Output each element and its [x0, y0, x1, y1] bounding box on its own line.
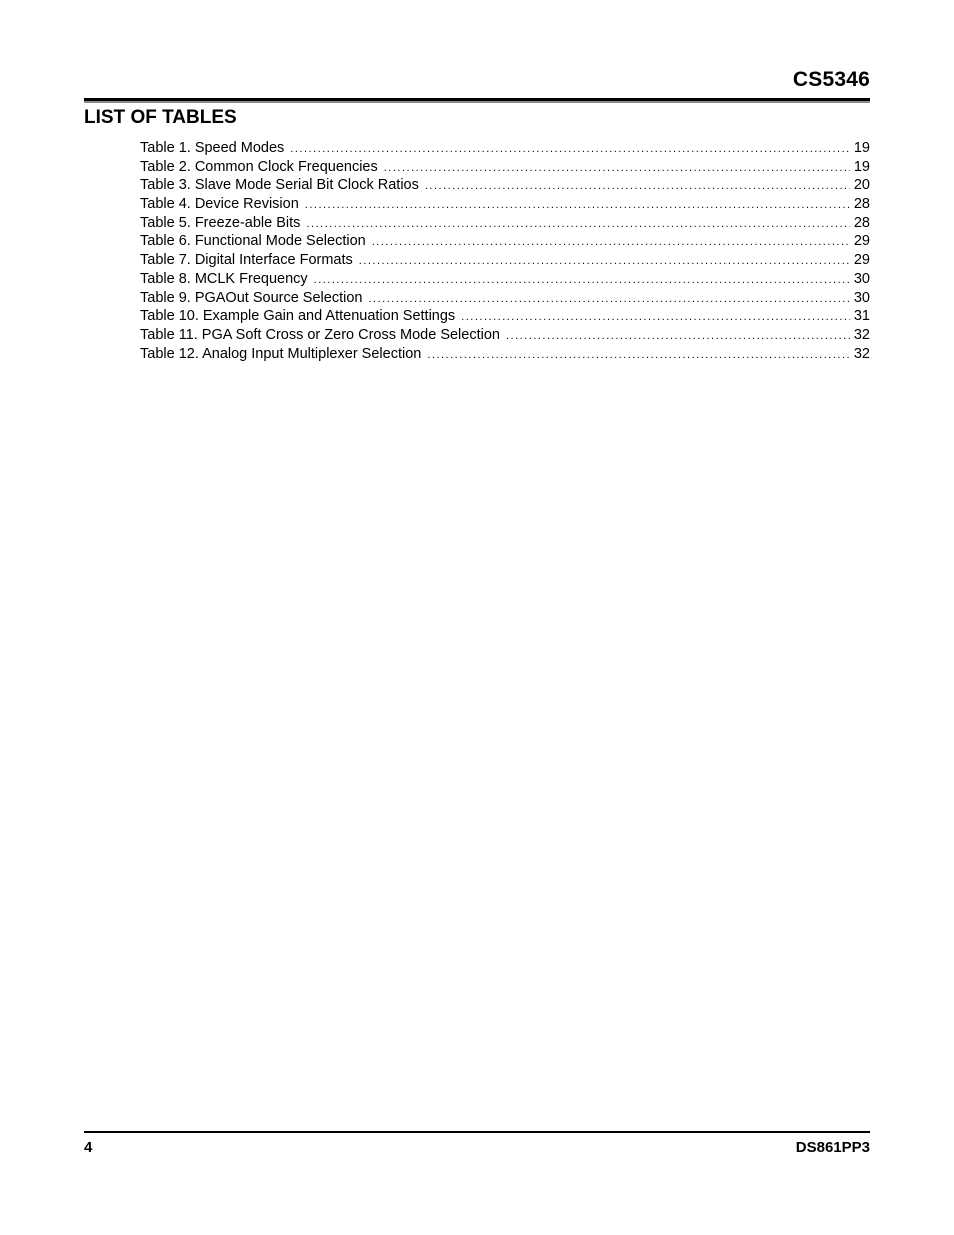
dot-leader — [425, 177, 850, 195]
toc-entry-table-10[interactable] — [140, 307, 870, 326]
footer-rule — [84, 1131, 870, 1133]
toc-entry-page: 19 — [853, 158, 870, 175]
dot-leader — [461, 308, 850, 326]
list-of-tables — [140, 139, 870, 363]
toc-entry-page: 30 — [853, 289, 870, 306]
dot-leader — [384, 159, 850, 177]
toc-entry-label: Table 3. Slave Mode Serial Bit Clock Ratios — [140, 177, 419, 194]
toc-entry-table-7[interactable] — [140, 251, 870, 270]
toc-entry-page: 28 — [853, 196, 870, 213]
toc-entry-table-1[interactable] — [140, 139, 870, 158]
dot-leader — [290, 140, 850, 158]
toc-entry-label: Table 10. Example Gain and Attenuation Settings — [140, 308, 456, 325]
toc-entry-table-4[interactable] — [140, 195, 870, 214]
dot-leader — [359, 252, 850, 270]
toc-entry-label: Table 5. Freeze-able Bits — [140, 214, 301, 231]
toc-entry-label: Table 12. Analog Input Multiplexer Selection — [140, 345, 422, 362]
toc-entry-page: 19 — [853, 140, 870, 156]
toc-entry-label: Table 11. PGA Soft Cross or Zero Cross Mode Selection — [140, 326, 500, 343]
toc-entry-table-5[interactable] — [140, 214, 870, 233]
dot-leader — [506, 327, 850, 345]
dot-leader — [306, 215, 849, 233]
dot-leader — [314, 271, 850, 289]
toc-entry-page: 32 — [853, 326, 870, 343]
header-rule — [84, 98, 870, 103]
dot-leader — [427, 346, 850, 364]
toc-entry-table-9[interactable] — [140, 289, 870, 308]
toc-entry-page: 28 — [853, 214, 870, 231]
toc-entry-page: 20 — [853, 177, 870, 194]
footer-doc-id: DS861PP3 — [795, 1139, 870, 1156]
toc-entry-label: Table 9. PGAOut Source Selection — [140, 289, 363, 306]
toc-entry-table-8[interactable] — [140, 270, 870, 289]
toc-entry-table-11[interactable] — [140, 326, 870, 345]
toc-entry-label: Table 2. Common Clock Frequencies — [140, 158, 378, 175]
toc-entry-page: 29 — [853, 252, 870, 269]
section-title: LIST OF TABLES — [84, 107, 237, 128]
dot-leader — [372, 233, 850, 251]
toc-entry-label: Table 8. MCLK Frequency — [140, 270, 308, 287]
toc-entry-label: Table 4. Device Revision — [140, 196, 299, 213]
toc-entry-label: Table 7. Digital Interface Formats — [140, 252, 353, 269]
toc-entry-table-2[interactable] — [140, 158, 870, 177]
toc-entry-page: 30 — [853, 270, 870, 287]
dot-leader — [368, 290, 849, 308]
toc-entry-page: 31 — [853, 308, 870, 325]
toc-entry-page: 29 — [853, 233, 870, 250]
page-header-title: CS5346 — [792, 68, 870, 91]
toc-entry-label: Table 1. Speed Modes — [140, 140, 285, 156]
toc-entry-table-12[interactable] — [140, 345, 870, 364]
toc-entry-table-3[interactable] — [140, 176, 870, 195]
dot-leader — [305, 196, 850, 214]
footer-page-number: 4 — [84, 1139, 93, 1156]
toc-entry-label: Table 6. Functional Mode Selection — [140, 233, 366, 250]
toc-entry-table-6[interactable] — [140, 232, 870, 251]
toc-entry-page: 32 — [853, 345, 870, 362]
